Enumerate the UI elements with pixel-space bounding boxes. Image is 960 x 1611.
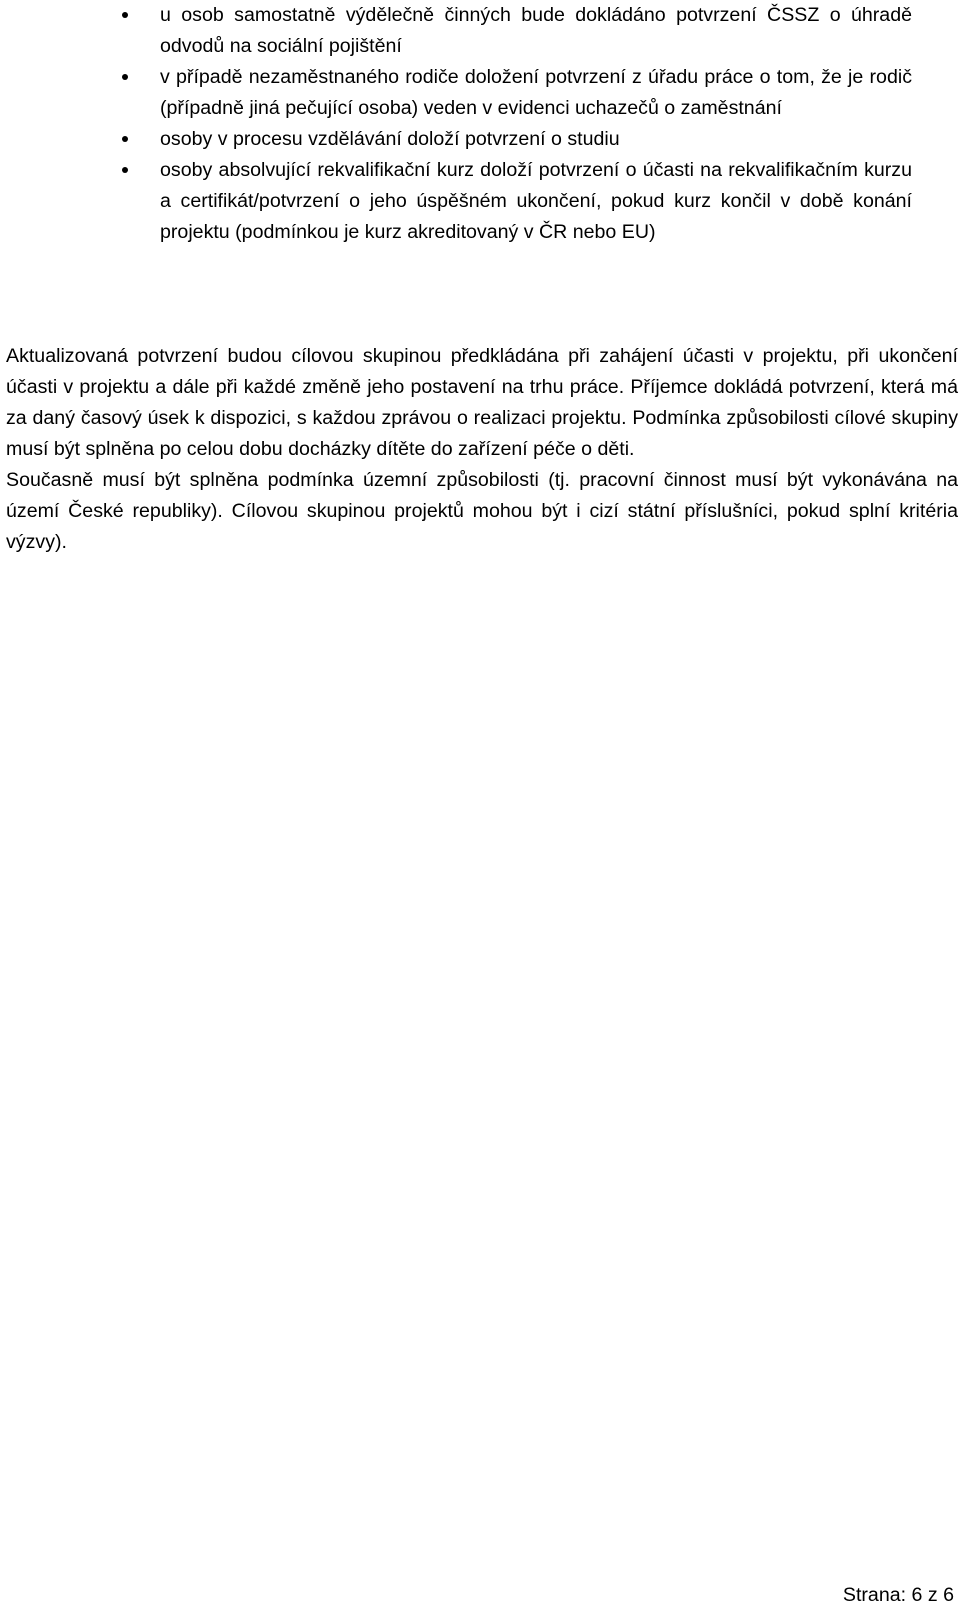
bullet-icon [122,136,128,142]
bullet-item [0,155,912,248]
bullet-text: u osob samostatně výdělečně činných bude dokládáno potvrzení ČSSZ o úhradě odvodů na sociální pojištění [160,4,912,57]
bullet-item [0,0,912,62]
body-text [6,341,958,558]
paragraph-updated-certificates: Aktualizovaná potvrzení budou cílovou skupinou předkládána při zahájení účasti v projektu, při ukončení účasti v projektu a dále při každé změně jeho postavení na trhu práce. Příjemce dokládá potvrzení, která má za daný časový úsek k dispozici, s každou zprávou o realizaci projektu. Podmínka způsobilosti cílové skupiny musí být splněna po celou dobu docházky dítěte do zařízení péče o děti. [6,345,958,460]
bullet-item [0,124,912,155]
bullet-list [0,0,960,248]
paragraph-territorial-eligibility: Současně musí být splněna podmínka územní způsobilosti (tj. pracovní činnost musí být vykonávána na území České republiky). Cílovou skupinou projektů mohou být i cizí státní příslušníci, pokud splní kritéria výzvy). [6,469,958,553]
bullet-icon [122,74,128,80]
bullet-item [0,62,912,124]
bullet-text: osoby v procesu vzdělávání doloží potvrzení o studiu [160,128,620,150]
bullet-icon [122,167,128,173]
bullet-icon [122,12,128,18]
page-number: Strana: 6 z 6 [842,1584,954,1606]
bullet-text: osoby absolvující rekvalifikační kurz doloží potvrzení o účasti na rekvalifikačním kurzu a certifikát/potvrzení o jeho úspěšném ukončení, pokud kurz končil v době konání projektu (podmínkou je kurz akreditovaný v ČR nebo EU) [160,159,912,243]
bullet-text: v případě nezaměstnaného rodiče doložení potvrzení z úřadu práce o tom, že je rodič (případně jiná pečující osoba) veden v evidenci uchazečů o zaměstnání [160,66,912,119]
